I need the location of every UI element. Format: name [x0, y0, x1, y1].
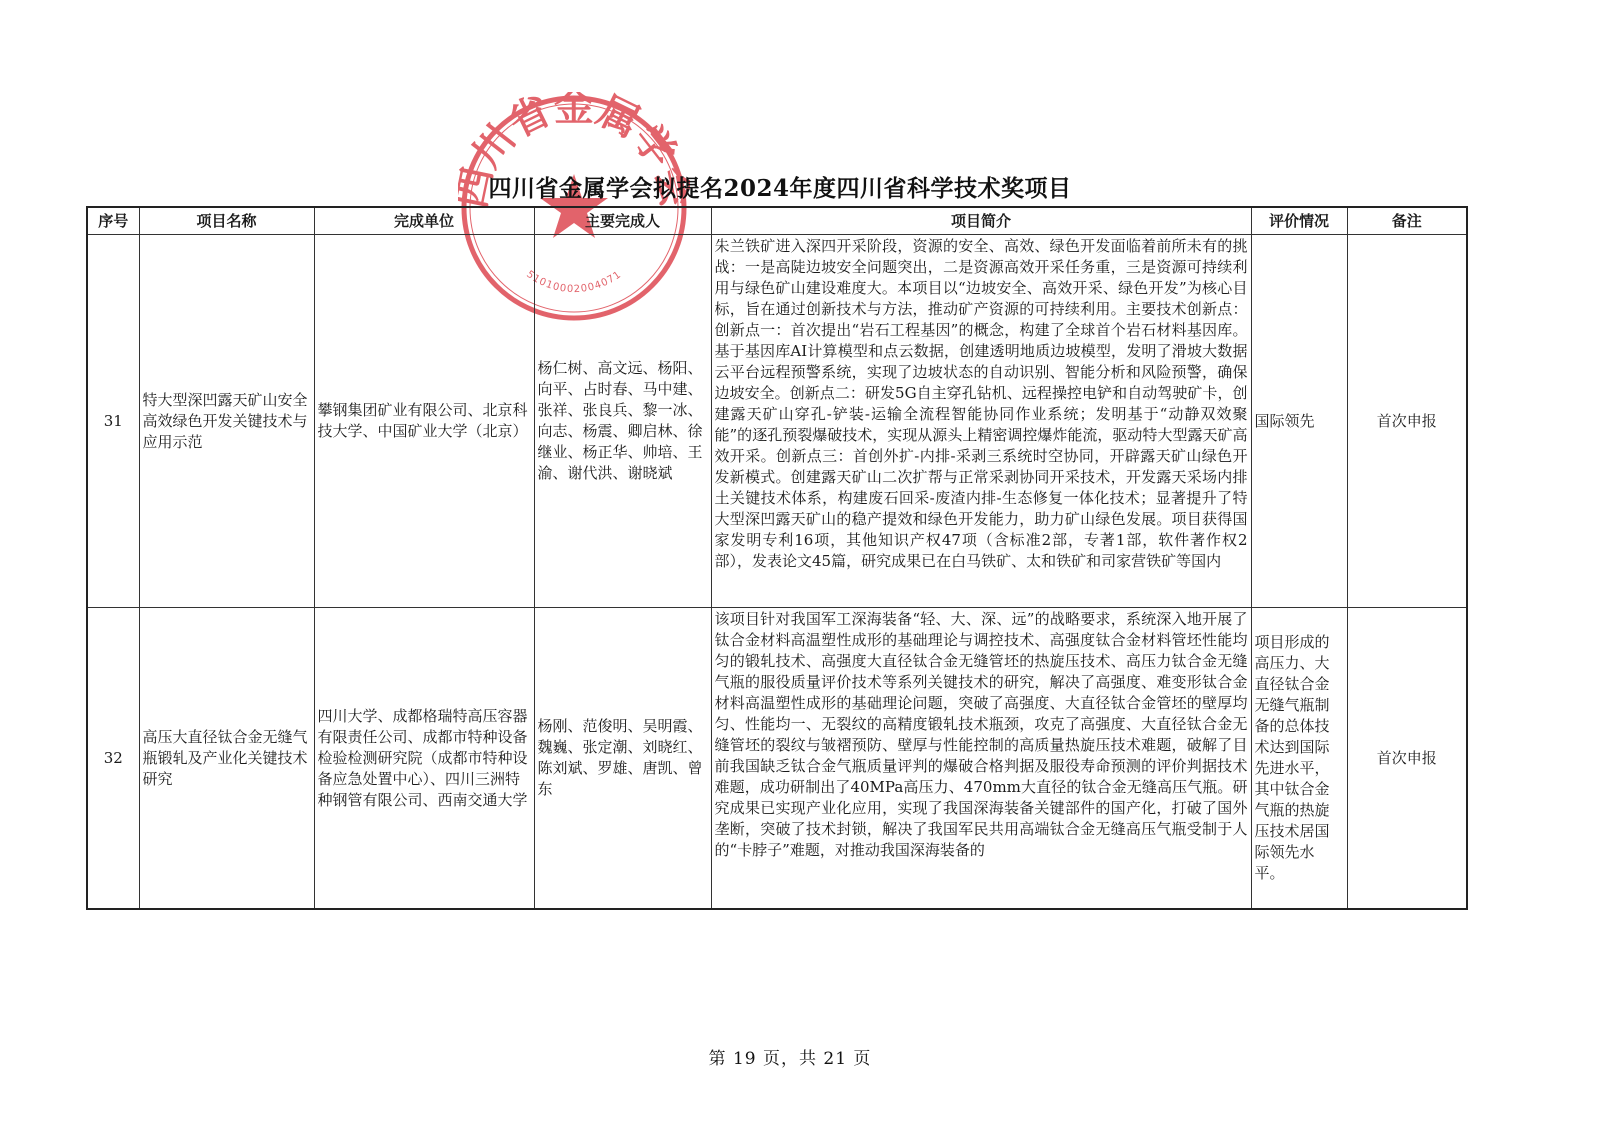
evaluation: 项目形成的高压力、大直径钛合金无缝气瓶制备的总体技术达到国际先进水平，其中钛合金气瓶的热旋压技术居国际领先水平。 [1251, 608, 1347, 910]
project-summary: 该项目针对我国军工深海装备“轻、大、深、远”的战略要求，系统深入地开展了钛合金材料高温塑性成形的基础理论与调控技术、高强度钛合金材料管坯性能均匀的锻轧技术、高强度大直径钛合金无缝管坯的热旋压技术、高压力钛合金无缝气瓶的服役质量评价技术等系列关键技术的研究，解决了高强度、难变形钛合金材料高温塑性成形的基础理论问题，突破了高强度、大直径钛合金管坯的壁厚均匀、性能均一、无裂纹的高精度锻轧技术瓶颈，攻克了高强度、大直径钛合金无缝管坯的裂纹与皱褶预防、壁厚与性能控制的高质量热旋压技术难题，破解了目前我国缺乏钛合金气瓶质量评判的爆破合格判据及服役寿命预测的评价判据技术难题，成功研制出了40MPa高压力、470mm大直径的钛合金无缝高压气瓶。研究成果已实现产业化应用，实现了我国深海装备关键部件的国产化，打破了国外垄断，突破了技术封锁，解决了我国军民共用高端钛合金无缝高压气瓶受制于人的“卡脖子”难题，对推动我国深海装备的 [714, 610, 1248, 859]
document-title: 四川省金属学会拟提名2024年度四川省科学技术奖项目 [488, 175, 1072, 202]
table-row [87, 235, 1467, 608]
header-name: 项目名称 [139, 207, 314, 235]
evaluation: 国际领先 [1251, 235, 1347, 608]
header-remark: 备注 [1347, 207, 1467, 235]
completion-unit: 攀钢集团矿业有限公司、北京科技大学、中国矿业大学（北京） [314, 235, 534, 608]
remark: 首次申报 [1347, 608, 1467, 910]
table-row [87, 608, 1467, 910]
main-contributors: 杨刚、范俊明、吴明霞、魏巍、张定潮、刘晓红、陈刘斌、罗雄、唐凯、曾东 [534, 608, 711, 910]
project-name: 高压大直径钛合金无缝气瓶锻轧及产业化关键技术研究 [139, 608, 314, 910]
project-name: 特大型深凹露天矿山安全高效绿色开发关键技术与应用示范 [139, 235, 314, 608]
header-num: 序号 [87, 207, 139, 235]
row-num: 31 [87, 235, 139, 608]
project-summary-cell [711, 608, 1251, 910]
table-header-row [87, 207, 1467, 235]
svg-text:51010002004071: 51010002004071 [524, 269, 624, 296]
main-contributors: 杨仁树、高文远、杨阳、向平、占时春、马中建、张祥、张良兵、黎一冰、向志、杨震、卿启林、徐继业、杨正华、帅培、王渝、谢代洪、谢晓斌 [534, 235, 711, 608]
project-summary-cell [711, 235, 1251, 608]
header-summary: 项目简介 [711, 207, 1251, 235]
remark: 首次申报 [1347, 235, 1467, 608]
project-summary: 朱兰铁矿进入深四开采阶段，资源的安全、高效、绿色开发面临着前所未有的挑战：一是高陡边坡安全问题突出，二是资源高效开采任务重，三是资源可持续利用与绿色矿山建设难度大。本项目以“边坡安全、高效开采、绿色开发”为核心目标，旨在通过创新技术与方法，推动矿产资源的可持续利用。主要技术创新点：创新点一：首次提出“岩石工程基因”的概念，构建了全球首个岩石材料基因库。基于基因库AI计算模型和点云数据，创建透明地质边坡模型，发明了滑坡大数据云平台远程预警系统，实现了边坡状态的自动识别、智能分析和风险预警，确保边坡安全。创新点二：研发5G自主穿孔钻机、远程操控电铲和自动驾驶矿卡，创建露天矿山穿孔-铲装-运输全流程智能协同作业系统；发明基于“动静双效聚能”的逐孔预裂爆破技术，实现从源头上精密调控爆炸能流，驱动特大型露天矿高效开采。创新点三：首创外扩-内排-采剥三系统时空协同，开辟露天矿山绿色开发新模式。创建露天矿山二次扩帮与正常采剥协同开采技术，开发露天采场内排土关键技术体系，构建废石回采-废渣内排-生态修复一体化技术；显著提升了特大型深凹露天矿山的稳产提效和绿色开发能力，助力矿山绿色发展。项目获得国家发明专利16项，其他知识产权47项（含标准2部，专著1部，软件著作权2部），发表论文45篇，研究成果已在白马铁矿、太和铁矿和司家营铁矿等国内 [714, 237, 1248, 570]
award-table [86, 206, 1468, 910]
header-unit: 完成单位 [314, 207, 534, 235]
row-num: 32 [87, 608, 139, 910]
header-evaluation: 评价情况 [1251, 207, 1347, 235]
svg-text:四川省金属学会: 川省金属学 [462, 92, 686, 176]
page-number: 第 19 页，共 21 页 [708, 1049, 872, 1069]
completion-unit: 四川大学、成都格瑞特高压容器有限责任公司、成都市特种设备检验检测研究院（成都市特种设备应急处置中心）、四川三洲特种钢管有限公司、西南交通大学 [314, 608, 534, 910]
header-people: 主要完成人 [534, 207, 711, 235]
